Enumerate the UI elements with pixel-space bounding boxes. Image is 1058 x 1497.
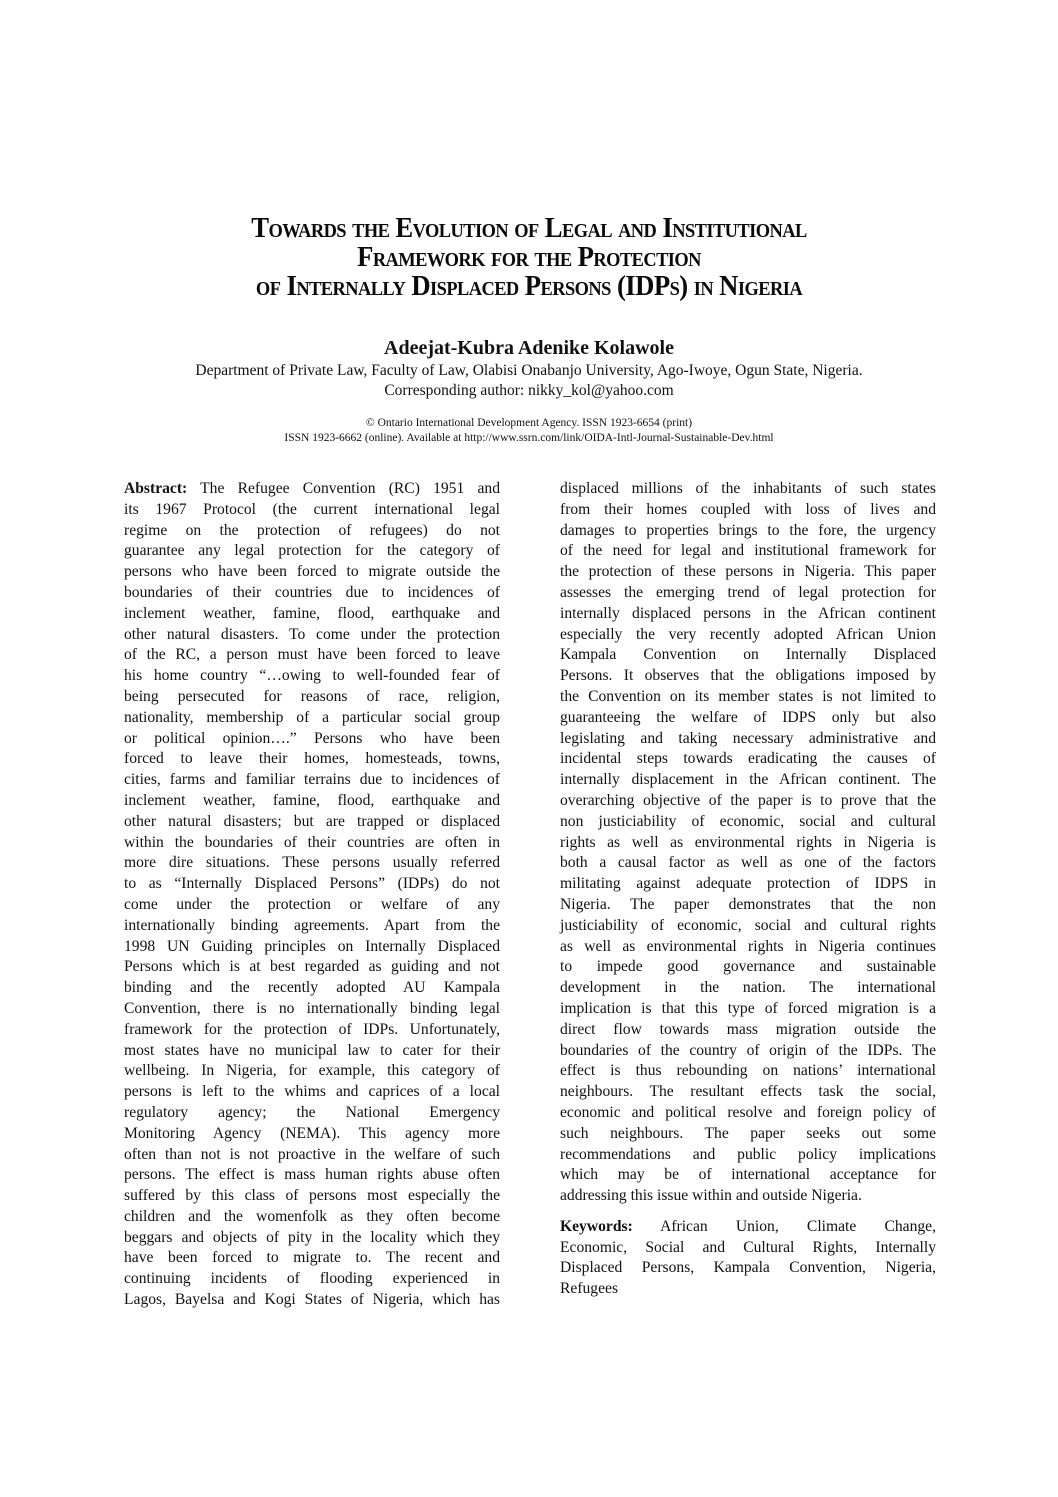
- text-line: especially the very recently adopted African Union: [560, 625, 936, 643]
- text-line: binding and the recently adopted AU Kampala: [124, 979, 500, 997]
- text-line: Persons. It observes that the obligations imposed by: [560, 667, 936, 685]
- text-line: legislating and taking necessary administrative and: [560, 729, 936, 747]
- text-line: framework for the protection of IDPs. Unfortunately,: [124, 1020, 500, 1038]
- text-line: overarching objective of the paper is to prove that the: [560, 791, 936, 809]
- text-line: Displaced Persons, Kampala Convention, Nigeria,: [560, 1259, 936, 1277]
- text-line: regime on the protection of refugees) do not: [124, 521, 500, 539]
- title-line: Towards the Evolution of Legal and Institutional: [251, 212, 807, 244]
- text-line: Kampala Convention on Internally Displaced: [560, 646, 936, 664]
- abstract-line: Abstract: The Refugee Convention (RC) 1951 and: [124, 480, 500, 497]
- text-line: inclement weather, famine, flood, earthquake and: [124, 791, 500, 809]
- keywords-block: [560, 1217, 936, 1300]
- text-line: guaranteeing the welfare of IDPS only but also: [560, 708, 936, 726]
- author-affiliation-block: [100, 361, 958, 401]
- text-line: nationality, membership of a particular social group: [124, 708, 500, 726]
- abstract-right-column: [560, 479, 936, 1300]
- text-line: within the boundaries of their countries are often in: [124, 833, 500, 851]
- text-line: development in the nation. The international: [560, 979, 936, 997]
- text-line: other natural disasters; but are trapped or displaced: [124, 812, 500, 830]
- text-line: have been forced to migrate to. The recent and: [124, 1249, 500, 1267]
- text-line: militating against adequate protection of IDPS in: [560, 875, 936, 893]
- text-line: recommendations and public policy implications: [560, 1145, 936, 1163]
- text-line: of the RC, a person must have been forced to leave: [124, 646, 500, 664]
- text-line: continuing incidents of flooding experienced in: [124, 1270, 500, 1288]
- copyright-line: © Ontario International Development Agency. ISSN 1923-6654 (print): [365, 417, 693, 429]
- text-line: persons. The effect is mass human rights abuse often: [124, 1166, 500, 1184]
- text-line: its 1967 Protocol (the current international legal: [124, 500, 500, 518]
- text-line: his home country “…owing to well-founded fear of: [124, 667, 500, 685]
- text-line: Convention, there is no internationally binding legal: [124, 999, 500, 1017]
- text-line: the protection of these persons in Nigeria. This paper: [560, 563, 936, 581]
- text-line: Refugees: [560, 1280, 619, 1298]
- text-line: suffered by this class of persons most especially the: [124, 1187, 500, 1205]
- title-line: Framework for the Protection: [357, 241, 701, 273]
- text-line: effect is thus rebounding on nations’ international: [560, 1062, 936, 1080]
- text-line: to impede good governance and sustainable: [560, 958, 936, 976]
- text-line: most states have no municipal law to cater for their: [124, 1041, 500, 1059]
- text-line: addressing this issue within and outside Nigeria.: [560, 1187, 862, 1205]
- text-line: 1998 UN Guiding principles on Internally Displaced: [124, 937, 500, 955]
- abstract-label: Abstract:: [124, 480, 188, 497]
- author-affiliation: Department of Private Law, Faculty of Law, Olabisi Onabanjo University, Ago-Iwoye, Ogun State, Nigeria.: [195, 362, 863, 379]
- text-line: assesses the emerging trend of legal protection for: [560, 583, 936, 601]
- text-line: the Convention on its member states is not limited to: [560, 687, 936, 705]
- text-line: persons who have been forced to migrate outside the: [124, 563, 500, 581]
- title-line: of Internally Displaced Persons (IDPs) in Nigeria: [255, 270, 803, 302]
- text-line: from their homes coupled with loss of lives and: [560, 500, 936, 518]
- text-line: more dire situations. These persons usually referred: [124, 854, 500, 872]
- text-line: Lagos, Bayelsa and Kogi States of Nigeria, which has: [124, 1291, 500, 1309]
- text-line: or political opinion….” Persons who have been: [124, 729, 500, 747]
- text-line: beggars and objects of pity in the locality which they: [124, 1228, 500, 1246]
- text-line: come under the protection or welfare of any: [124, 895, 500, 913]
- text-line: internally displaced persons in the African continent: [560, 604, 936, 622]
- text-line: Nigeria. The paper demonstrates that the non: [560, 895, 936, 913]
- text-line: forced to leave their homes, homesteads, towns,: [124, 750, 500, 768]
- text-line: non justiciability of economic, social and cultural: [560, 812, 936, 830]
- keywords-line: Keywords: African Union, Climate Change,: [560, 1217, 936, 1235]
- text-line: cities, farms and familiar terrains due to incidences of: [124, 771, 500, 789]
- text-line: Persons which is at best regarded as guiding and not: [124, 958, 500, 976]
- text-line: implication is that this type of forced migration is a: [560, 999, 936, 1017]
- text-line: Monitoring Agency (NEMA). This agency more: [124, 1124, 500, 1142]
- text-line: boundaries of their countries due to incidences of: [124, 583, 500, 601]
- text-line: often than not is not proactive in the welfare of such: [124, 1145, 500, 1163]
- text-line: boundaries of the country of origin of the IDPs. The: [560, 1041, 936, 1059]
- copyright-line: ISSN 1923-6662 (online). Available at http://www.ssrn.com/link/OIDA-Intl-Journal-Sustainable-Dev.html: [284, 432, 774, 444]
- text-line: justiciability of economic, social and cultural rights: [560, 916, 936, 934]
- text-line: displaced millions of the inhabitants of such states: [560, 480, 936, 497]
- text-line: of the need for legal and institutional framework for: [560, 542, 936, 560]
- keywords-label: Keywords:: [560, 1217, 633, 1235]
- corresponding-author: Corresponding author: nikky_kol@yahoo.com: [384, 382, 674, 399]
- text-line: as well as environmental rights in Nigeria continues: [560, 937, 936, 955]
- text-line: to as “Internally Displaced Persons” (IDPs) do not: [124, 875, 500, 893]
- text-line: damages to properties brings to the fore, the urgency: [560, 521, 936, 539]
- text-line: economic and political resolve and foreign policy of: [560, 1103, 936, 1121]
- text-line: direct flow towards mass migration outside the: [560, 1020, 936, 1038]
- text-line: regulatory agency; the National Emergency: [124, 1103, 500, 1121]
- author-name: Adeejat-Kubra Adenike Kolawole: [384, 337, 674, 359]
- text-line: incidental steps towards eradicating the causes of: [560, 750, 936, 768]
- text-line: neighbours. The resultant effects task the social,: [560, 1083, 936, 1101]
- text-line: both a causal factor as well as one of the factors: [560, 854, 936, 872]
- text-line: internally displacement in the African continent. The: [560, 771, 936, 789]
- abstract-left-column: [124, 479, 500, 1311]
- text-line: being persecuted for reasons of race, religion,: [124, 687, 500, 705]
- text-line: children and the womenfolk as they often become: [124, 1207, 500, 1225]
- copyright-notice: [100, 416, 958, 446]
- text-line: persons is left to the whims and caprices of a local: [124, 1083, 500, 1101]
- text-line: rights as well as environmental rights in Nigeria is: [560, 833, 936, 851]
- text-line: such neighbours. The paper seeks out some: [560, 1124, 936, 1142]
- paper-title: [100, 214, 958, 301]
- text-line: internationally binding agreements. Apart from the: [124, 916, 500, 934]
- text-line: Economic, Social and Cultural Rights, Internally: [560, 1238, 936, 1256]
- text-line: wellbeing. In Nigeria, for example, this category of: [124, 1062, 500, 1080]
- text-line: which may be of international acceptance for: [560, 1166, 936, 1184]
- text-line: other natural disasters. To come under the protection: [124, 625, 500, 643]
- text-line: inclement weather, famine, flood, earthquake and: [124, 604, 500, 622]
- text-line: guarantee any legal protection for the category of: [124, 542, 500, 560]
